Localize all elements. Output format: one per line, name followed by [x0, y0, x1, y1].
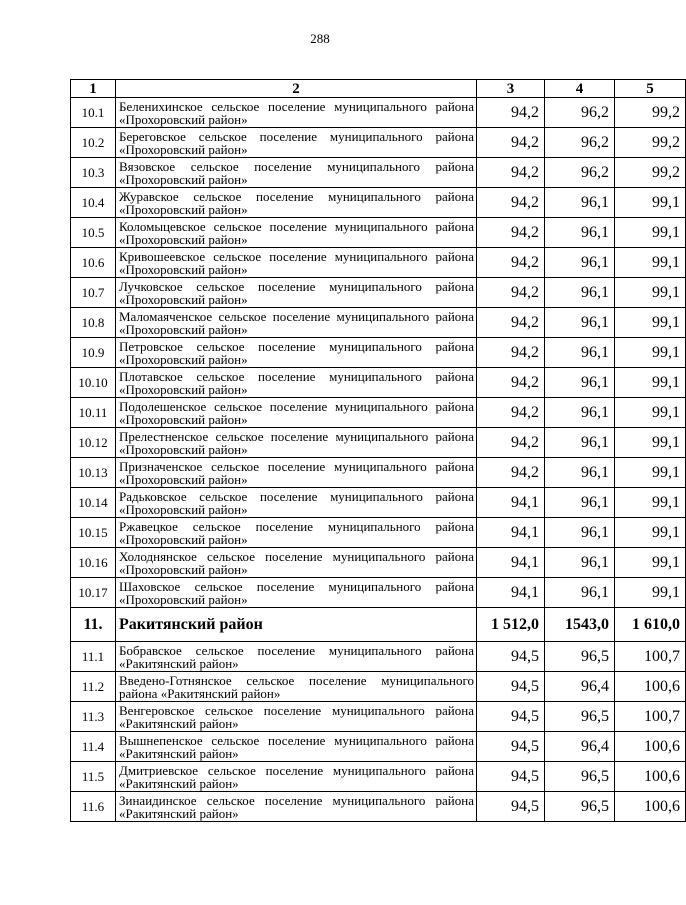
row-name-cell: Бобравское сельское поселение муниципального района «Ракитянский район» [116, 642, 477, 672]
row-name-cell: Беленихинское сельское поселение муниципального района «Прохоровский район» [116, 98, 477, 128]
value-col3-cell: 94,2 [477, 368, 545, 398]
row-number-cell: 11. [71, 608, 116, 642]
value-col3-cell: 94,2 [477, 188, 545, 218]
row-number-cell: 11.1 [71, 642, 116, 672]
row-number-cell: 10.11 [71, 398, 116, 428]
value-col5-cell: 99,1 [615, 518, 686, 548]
row-name-cell: Призначенское сельское поселение муниципального района «Прохоровский район» [116, 458, 477, 488]
row-number-cell: 10.13 [71, 458, 116, 488]
row-number-cell: 10.14 [71, 488, 116, 518]
value-col4-cell: 96,1 [545, 518, 615, 548]
page-number: 288 [310, 31, 330, 46]
value-col3-cell: 94,2 [477, 338, 545, 368]
row-name-cell: Петровское сельское поселение муниципального района «Прохоровский район» [116, 338, 477, 368]
table-row [71, 278, 686, 308]
row-number-cell: 10.9 [71, 338, 116, 368]
row-name-cell: Венгеровское сельское поселение муниципального района «Ракитянский район» [116, 702, 477, 732]
value-col5-cell: 99,2 [615, 158, 686, 188]
row-number-cell: 10.5 [71, 218, 116, 248]
value-col4-cell: 96,1 [545, 398, 615, 428]
value-col3-cell: 94,2 [477, 248, 545, 278]
value-col5-cell: 99,1 [615, 278, 686, 308]
table-row [71, 398, 686, 428]
row-name-cell: Шаховское сельское поселение муниципального района «Прохоровский район» [116, 578, 477, 608]
header-cell: 4 [545, 80, 615, 98]
value-col4-cell: 96,2 [545, 158, 615, 188]
row-number-cell: 11.4 [71, 732, 116, 762]
value-col4-cell: 96,4 [545, 672, 615, 702]
row-number-cell: 10.17 [71, 578, 116, 608]
value-col3-cell: 94,2 [477, 458, 545, 488]
row-number-cell: 10.1 [71, 98, 116, 128]
value-col5-cell: 99,1 [615, 368, 686, 398]
row-name-cell: Ржавецкое сельское поселение муниципального района «Прохоровский район» [116, 518, 477, 548]
value-col4-cell: 96,1 [545, 188, 615, 218]
value-col5-cell: 100,6 [615, 732, 686, 762]
value-col5-cell: 99,1 [615, 218, 686, 248]
row-number-cell: 11.5 [71, 762, 116, 792]
row-name-cell: Холоднянское сельское поселение муниципального района «Прохоровский район» [116, 548, 477, 578]
value-col4-cell: 96,1 [545, 578, 615, 608]
value-col5-cell: 99,1 [615, 188, 686, 218]
table-row [71, 308, 686, 338]
value-col4-cell: 96,1 [545, 458, 615, 488]
table-row [71, 188, 686, 218]
value-col4-cell: 96,1 [545, 548, 615, 578]
value-col3-cell: 94,1 [477, 548, 545, 578]
row-name-cell: Прелестненское сельское поселение муниципального района «Прохоровский район» [116, 428, 477, 458]
row-number-cell: 10.4 [71, 188, 116, 218]
table-row [71, 428, 686, 458]
value-col5-cell: 99,1 [615, 308, 686, 338]
table-row [71, 488, 686, 518]
value-col5-cell: 100,6 [615, 762, 686, 792]
value-col3-cell: 94,5 [477, 792, 545, 822]
table-row [71, 338, 686, 368]
row-number-cell: 10.16 [71, 548, 116, 578]
row-name-cell: Радьковское сельское поселение муниципального района «Прохоровский район» [116, 488, 477, 518]
table-row [71, 368, 686, 398]
row-name-cell: Кривошеевское сельское поселение муниципального района «Прохоровский район» [116, 248, 477, 278]
row-name-cell: Подолешенское сельское поселение муниципального района «Прохоровский район» [116, 398, 477, 428]
header-cell: 5 [615, 80, 686, 98]
table-row [71, 128, 686, 158]
table-row [71, 548, 686, 578]
row-number-cell: 10.7 [71, 278, 116, 308]
value-col4-cell: 96,5 [545, 702, 615, 732]
row-name-cell: Коломыцевское сельское поселение муниципального района «Прохоровский район» [116, 218, 477, 248]
value-col4-cell: 96,4 [545, 732, 615, 762]
section-row [71, 608, 686, 642]
value-col4-cell: 96,5 [545, 792, 615, 822]
header-cell: 1 [71, 80, 116, 98]
value-col5-cell: 99,1 [615, 548, 686, 578]
table-row [71, 672, 686, 702]
row-number-cell: 11.6 [71, 792, 116, 822]
value-col3-cell: 94,5 [477, 732, 545, 762]
table-row [71, 792, 686, 822]
row-number-cell: 10.2 [71, 128, 116, 158]
value-col5-cell: 99,1 [615, 488, 686, 518]
row-name-cell: Лучковское сельское поселение муниципального района «Прохоровский район» [116, 278, 477, 308]
row-number-cell: 10.12 [71, 428, 116, 458]
value-col3-cell: 94,2 [477, 398, 545, 428]
value-col5-cell: 99,1 [615, 428, 686, 458]
value-col5-cell: 100,7 [615, 642, 686, 672]
value-col5-cell: 100,6 [615, 792, 686, 822]
data-table [70, 79, 686, 822]
value-col4-cell: 96,1 [545, 218, 615, 248]
value-col3-cell: 94,2 [477, 428, 545, 458]
value-col3-cell: 94,1 [477, 578, 545, 608]
table-row [71, 702, 686, 732]
value-col3-cell: 94,2 [477, 278, 545, 308]
value-col3-cell: 94,5 [477, 762, 545, 792]
value-col4-cell: 96,2 [545, 98, 615, 128]
row-number-cell: 10.3 [71, 158, 116, 188]
row-name-cell: Береговское сельское поселение муниципального района «Прохоровский район» [116, 128, 477, 158]
table-row [71, 158, 686, 188]
value-col5-cell: 99,1 [615, 338, 686, 368]
table-row [71, 518, 686, 548]
row-number-cell: 10.15 [71, 518, 116, 548]
row-number-cell: 11.3 [71, 702, 116, 732]
value-col5-cell: 99,1 [615, 458, 686, 488]
value-col3-cell: 94,2 [477, 218, 545, 248]
value-col3-cell: 94,2 [477, 158, 545, 188]
header-cell: 2 [116, 80, 477, 98]
table-row [71, 248, 686, 278]
value-col4-cell: 96,1 [545, 338, 615, 368]
value-col5-cell: 99,1 [615, 248, 686, 278]
row-name-cell: Вышнепенское сельское поселение муниципального района «Ракитянский район» [116, 732, 477, 762]
row-name-cell: Ракитянский район [116, 608, 477, 642]
table-row [71, 762, 686, 792]
table-row [71, 732, 686, 762]
table-row [71, 458, 686, 488]
table-header-row [71, 80, 686, 98]
value-col5-cell: 99,2 [615, 128, 686, 158]
value-col4-cell: 96,1 [545, 248, 615, 278]
row-number-cell: 10.10 [71, 368, 116, 398]
value-col5-cell: 1 610,0 [615, 608, 686, 642]
row-name-cell: Журавское сельское поселение муниципального района «Прохоровский район» [116, 188, 477, 218]
value-col4-cell: 96,1 [545, 428, 615, 458]
row-name-cell: Введено-Готнянское сельское поселение муниципального района «Ракитянский район» [116, 672, 477, 702]
value-col3-cell: 94,5 [477, 702, 545, 732]
row-number-cell: 10.8 [71, 308, 116, 338]
row-name-cell: Зинаидинское сельское поселение муниципального района «Ракитянский район» [116, 792, 477, 822]
value-col5-cell: 99,1 [615, 398, 686, 428]
row-name-cell: Плотавское сельское поселение муниципального района «Прохоровский район» [116, 368, 477, 398]
value-col3-cell: 94,2 [477, 128, 545, 158]
value-col5-cell: 100,6 [615, 672, 686, 702]
value-col3-cell: 94,2 [477, 98, 545, 128]
value-col4-cell: 1543,0 [545, 608, 615, 642]
header-cell: 3 [477, 80, 545, 98]
value-col4-cell: 96,1 [545, 278, 615, 308]
table-row [71, 218, 686, 248]
value-col3-cell: 94,1 [477, 488, 545, 518]
table-row [71, 578, 686, 608]
row-name-cell: Дмитриевское сельское поселение муниципального района «Ракитянский район» [116, 762, 477, 792]
row-name-cell: Маломаяченское сельское поселение муниципального района «Прохоровский район» [116, 308, 477, 338]
value-col4-cell: 96,5 [545, 762, 615, 792]
value-col3-cell: 94,5 [477, 642, 545, 672]
value-col5-cell: 100,7 [615, 702, 686, 732]
row-name-cell: Вязовское сельское поселение муниципального района «Прохоровский район» [116, 158, 477, 188]
value-col5-cell: 99,2 [615, 98, 686, 128]
value-col4-cell: 96,1 [545, 308, 615, 338]
value-col5-cell: 99,1 [615, 578, 686, 608]
row-number-cell: 10.6 [71, 248, 116, 278]
value-col3-cell: 94,2 [477, 308, 545, 338]
value-col3-cell: 94,5 [477, 672, 545, 702]
value-col4-cell: 96,2 [545, 128, 615, 158]
value-col4-cell: 96,1 [545, 368, 615, 398]
table-body [71, 80, 686, 822]
value-col4-cell: 96,5 [545, 642, 615, 672]
table-row [71, 98, 686, 128]
row-number-cell: 11.2 [71, 672, 116, 702]
value-col4-cell: 96,1 [545, 488, 615, 518]
value-col3-cell: 1 512,0 [477, 608, 545, 642]
table-row [71, 642, 686, 672]
value-col3-cell: 94,1 [477, 518, 545, 548]
